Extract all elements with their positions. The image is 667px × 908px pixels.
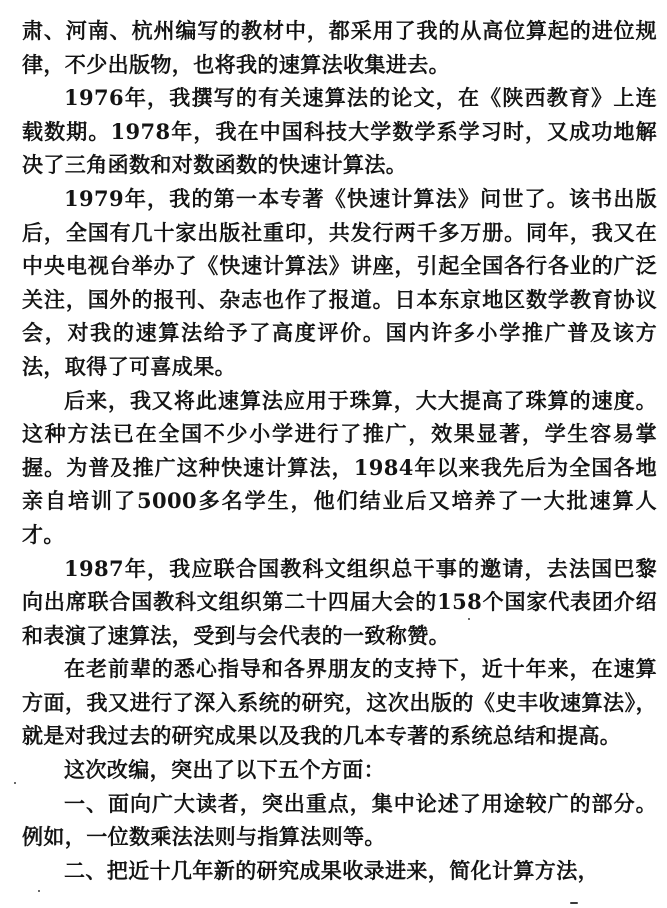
paragraph-1987: 1987年，我应联合国教科文组织总干事的邀请，去法国巴黎向出席联合国教科文组织第二十四届大会的158个国家代表团介绍和表演了速算法，受到与会代表的一致称赞。 <box>22 555 657 648</box>
paragraph-1979: 1979年，我的第一本专著《快速计算法》问世了。该书出版后，全国有几十家出版社重印，共发行两千多万册。同年，我又在中央电视台举办了《快速计算法》讲座，引起全国各行各业的广泛关注，国外的报刊、杂志也作了报道。日本东京地区数学教育协议会，对我的速算法给予了高度评价。国内许多小学推广普及该方法，取得了可喜成果。 <box>22 185 657 379</box>
paragraph-point-one: 一、面向广大读者，突出重点，集中论述了用途较广的部分。例如，一位数乘法法则与指算法则等。 <box>22 790 657 850</box>
paragraph-research: 在老前辈的悉心指导和各界朋友的支持下，近十年来，在速算方面，我又进行了深入系统的研究，这次出版的《史丰收速算法》，就是对我过去的研究成果以及我的几本专著的系统总结和提高。 <box>22 656 657 749</box>
body-text <box>22 14 657 887</box>
scan-speck <box>38 890 40 892</box>
scan-speck <box>14 782 16 784</box>
paragraph-revision-intro: 这次改编，突出了以下五个方面： <box>64 757 385 783</box>
scan-speck <box>570 902 578 904</box>
scan-speck <box>468 618 470 620</box>
paragraph-point-two: 二、把近十几年新的研究成果收录进来，简化计算方法， <box>64 857 599 883</box>
paragraph-abacus: 后来，我又将此速算法应用于珠算，大大提高了珠算的速度。这种方法已在全国不少小学进行了推广，效果显著，学生容易掌握。为普及推广这种快速计算法，1984年以来我先后为全国各地亲自培训了5000多名学生，他们结业后又培养了一大批速算人才。 <box>22 387 657 547</box>
paragraph-continued: 肃、河南、杭州编写的教材中，都采用了我的从高位算起的进位规律，不少出版物，也将我的速算法收集进去。 <box>22 18 657 77</box>
paragraph-1976: 1976年，我撰写的有关速算法的论文，在《陕西教育》上连载数期。1978年，我在中国科技大学数学系学习时，又成功地解决了三角函数和对数函数的快速计算法。 <box>22 85 657 178</box>
